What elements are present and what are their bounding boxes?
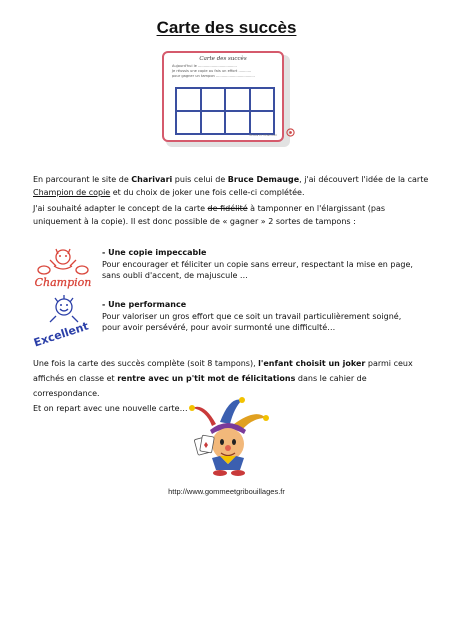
closing-text: dans le cahier de correspondance. (33, 374, 367, 398)
adapt-paragraph (33, 202, 433, 228)
card-signature: Bruce D. Charivari (249, 133, 277, 137)
intro-paragraph (33, 173, 433, 199)
website-url: http://www.gommeetgribouillages.fr (168, 487, 285, 496)
svg-text:Excellent: Excellent (32, 319, 91, 350)
stamp-cell (201, 111, 226, 134)
champion-de-copie: Champion de copie (33, 188, 111, 197)
adapt-text: J'ai souhaité adapter le concept de la carte (33, 204, 208, 213)
intro-text: En parcourant le site de (33, 175, 132, 184)
excellent-stamp-icon (32, 294, 91, 350)
stamp-cell (225, 111, 250, 134)
stamp-cell (250, 111, 275, 134)
stamp-cell (176, 111, 201, 134)
intro-text: et du choix de joker une fois celle-ci complétée. (110, 188, 305, 197)
intro-text: , j'ai découvert l'idée de la carte (299, 175, 429, 184)
stamp-cell (176, 88, 201, 111)
champion-stamp-icon (32, 244, 94, 290)
stamp-cell (225, 88, 250, 111)
felicitations-phrase: rentre avec un p'tit mot de félicitations (117, 374, 296, 383)
card-frame (162, 51, 284, 142)
item-performance (102, 299, 422, 333)
stamp-cell (250, 88, 275, 111)
closing-last-line: Et on repart avec une nouvelle carte… (33, 404, 188, 413)
adapt-text: à tamponner en l'élargissant (pas uniquement à la copie). Il est donc possible de « gagner » 2 sortes de tampons : (33, 204, 386, 226)
demauge-name: Bruce Demauge (227, 175, 300, 184)
jester-joker-icon (186, 394, 270, 478)
closing-text: Une fois la carte des succès complète (soit 8 tampons), (33, 359, 259, 368)
item-description: Pour valoriser un gros effort que ce soit un travail particulièrement soigné, pour avoir persévéré, pour avoir surmonté une difficulté… (102, 312, 402, 332)
success-card-image (162, 51, 291, 151)
fidelite-struck: de fidélité (207, 204, 248, 213)
joker-phrase: l'enfant choisit un joker (258, 359, 366, 368)
mini-stamp-icon (286, 128, 295, 137)
card-title: Carte des succès (199, 56, 247, 62)
item-description: Pour encourager et féliciter un copie sans erreur, respectant la mise en page, sans oubli d'accent, de majuscule … (102, 260, 413, 280)
svg-text:Champion: Champion (34, 276, 92, 289)
stamp-grid (175, 87, 275, 135)
item-copie-impeccable (102, 247, 422, 281)
page-title: Carte des succès (156, 18, 297, 37)
item-heading: - Une copie impeccable (102, 248, 207, 257)
closing-text: parmi ceux affichés en classe et (33, 359, 413, 383)
stamp-cell (201, 88, 226, 111)
intro-text: puis celui de (172, 175, 228, 184)
item-heading: - Une performance (102, 300, 187, 309)
card-text: Aujourd'hui le .................................. Je réussis une copie ou fais un effort ........... pour gagner un tampon .................................. (172, 64, 255, 78)
charivari-name: Charivari (131, 175, 173, 184)
